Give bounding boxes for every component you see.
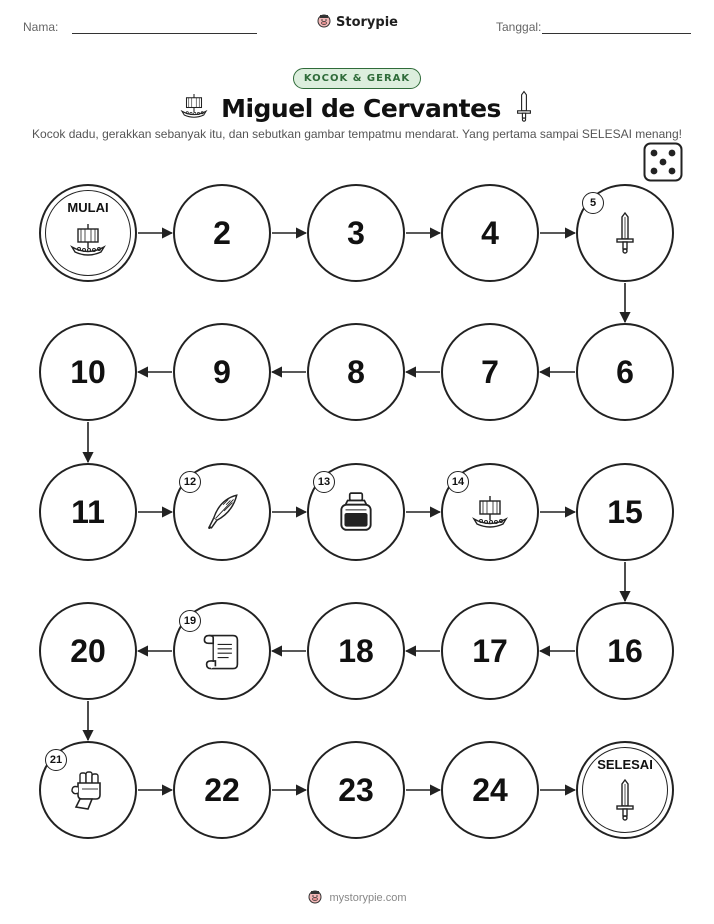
pig-mascot-icon xyxy=(307,888,323,908)
ship-icon xyxy=(468,492,512,532)
ship-icon xyxy=(66,220,110,264)
space-number: 8 xyxy=(347,353,365,390)
board-space-22 xyxy=(173,741,271,839)
space-number: 4 xyxy=(481,214,499,251)
finish-label: SELESAI xyxy=(597,757,653,772)
space-number: 23 xyxy=(338,771,374,808)
board-space-18 xyxy=(307,602,405,700)
board-space-24 xyxy=(441,741,539,839)
space-number: 22 xyxy=(204,771,240,808)
space-number: 6 xyxy=(616,353,634,390)
footer xyxy=(0,888,714,908)
name-label: Nama: xyxy=(23,20,59,34)
finish-space xyxy=(576,741,674,839)
board-space-12 xyxy=(173,463,271,561)
scroll-icon xyxy=(200,629,244,673)
space-number: 3 xyxy=(347,214,365,251)
space-number: 17 xyxy=(472,632,508,669)
board-space-5 xyxy=(576,184,674,282)
space-number: 15 xyxy=(607,493,643,530)
board-space-8 xyxy=(307,323,405,421)
space-number-badge: 19 xyxy=(179,610,201,632)
start-label: MULAI xyxy=(67,200,109,215)
board-space-19 xyxy=(173,602,271,700)
gauntlet-icon xyxy=(68,768,108,812)
space-number-badge: 12 xyxy=(179,471,201,493)
board-space-17 xyxy=(441,602,539,700)
page-title: Miguel de Cervantes xyxy=(221,93,501,123)
brand-name: Storypie xyxy=(336,14,398,30)
space-number-badge: 5 xyxy=(582,192,604,214)
space-number-badge: 21 xyxy=(45,749,67,771)
space-number: 2 xyxy=(213,214,231,251)
sword-icon xyxy=(614,777,636,827)
board-space-3 xyxy=(307,184,405,282)
board-space-15 xyxy=(576,463,674,561)
space-number-badge: 14 xyxy=(447,471,469,493)
board-space-4 xyxy=(441,184,539,282)
board-space-6 xyxy=(576,323,674,421)
space-number: 11 xyxy=(71,493,105,530)
activity-badge: KOCOK & GERAK xyxy=(293,68,421,89)
board-space-13 xyxy=(307,463,405,561)
board-space-2 xyxy=(173,184,271,282)
space-number: 20 xyxy=(70,632,106,669)
space-number: 16 xyxy=(607,632,643,669)
date-label: Tanggal: xyxy=(496,20,542,34)
space-number: 7 xyxy=(481,353,499,390)
board-space-11 xyxy=(39,463,137,561)
board-space-7 xyxy=(441,323,539,421)
space-number: 9 xyxy=(213,353,231,390)
footer-url: mystorypie.com xyxy=(329,892,407,904)
quill-icon xyxy=(201,491,243,533)
board-space-23 xyxy=(307,741,405,839)
instructions: Kocok dadu, gerakkan sebanyak itu, dan sebutkan gambar tempatmu mendarat. Yang pertama sampai SELESAI menang! xyxy=(32,127,682,141)
space-number: 18 xyxy=(338,632,374,669)
board-space-9 xyxy=(173,323,271,421)
start-space xyxy=(39,184,137,282)
space-number: 24 xyxy=(472,771,508,808)
ink-bottle-icon xyxy=(335,490,377,534)
sword-icon xyxy=(614,210,636,256)
board-space-16 xyxy=(576,602,674,700)
space-number: 10 xyxy=(70,353,106,390)
board-space-20 xyxy=(39,602,137,700)
board-space-21 xyxy=(39,741,137,839)
board-space-10 xyxy=(39,323,137,421)
board-space-14 xyxy=(441,463,539,561)
space-number-badge: 13 xyxy=(313,471,335,493)
